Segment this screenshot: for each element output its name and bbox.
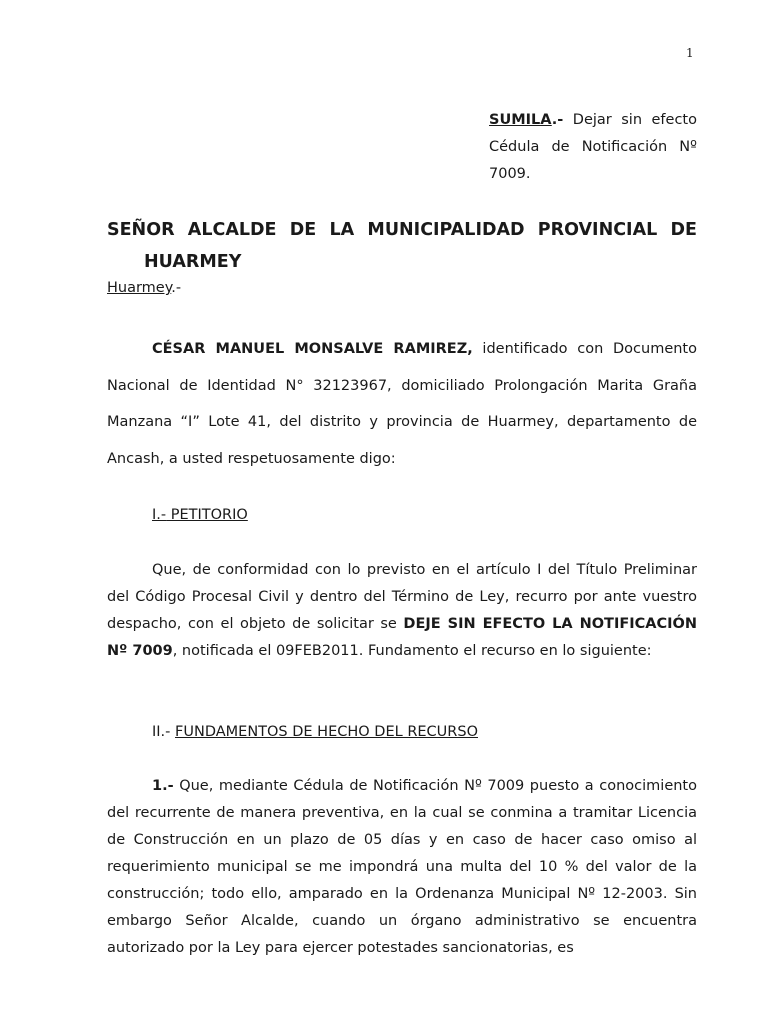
- section-2-heading: [152, 724, 478, 740]
- section-2-number: II.-: [152, 724, 171, 740]
- fundamentos-text: Que, mediante Cédula de Notificación Nº 7009 puesto a conocimiento del recurrente de manera preventiva, en la cual se conmina a tramitar Licencia de Construcción en un plazo de 05 días y en caso de hacer caso omiso al requerimiento municipal se me impondrá una multa del 10 % del valor de la construcción; todo ello, amparado en la Ordenanza Municipal Nº 12-2003. Sin embargo Señor Alcalde, cuando un órgano administrativo se encuentra autorizado por la Ley para ejercer potestades sancionatorias, es: [107, 778, 697, 956]
- petitorio-paragraph: [107, 557, 697, 665]
- addressee-line-1: SEÑOR ALCALDE DE LA MUNICIPALIDAD PROVINCIAL DE: [107, 220, 697, 240]
- addressee-heading: [107, 214, 697, 278]
- intro-paragraph: [107, 331, 697, 477]
- fundamentos-paragraph: [107, 773, 697, 962]
- addressee-line-2: HUARMEY: [144, 252, 242, 272]
- petitorio-text-bold: DEJE SIN EFECTO LA NOTIFICACIÓN Nº 7009: [107, 616, 697, 659]
- place-name: Huarmey: [107, 280, 172, 296]
- section-2-title: FUNDAMENTOS DE HECHO DEL RECURSO: [175, 724, 478, 740]
- section-1-number: I.-: [152, 507, 167, 523]
- sumila-separator: .-: [551, 112, 564, 128]
- sumila-block: [489, 107, 697, 188]
- section-1-heading: [152, 507, 248, 523]
- section-1-title: PETITORIO: [166, 507, 248, 523]
- petitorio-text-before: Que, de conformidad con lo previsto en el artículo I del Título Preliminar del Código Procesal Civil y dentro del Término de Ley, recurro por ante vuestro despacho, con el objeto de solicitar se: [107, 562, 697, 632]
- intro-text: identificado con Documento Nacional de Identidad N° 32123967, domiciliado Prolongación Marita Graña Manzana “I” Lote 41, del distrito y provincia de Huarmey, departamento de Ancash, a usted respetuosamente digo:: [107, 341, 697, 467]
- sumila-text: Dejar sin efecto Cédula de Notificación Nº 7009.: [489, 112, 697, 182]
- petitioner-name: CÉSAR MANUEL MONSALVE RAMIREZ,: [152, 341, 473, 357]
- item-number: 1.-: [152, 778, 174, 794]
- sumila-label: SUMILA: [489, 112, 552, 128]
- petitorio-text-after: , notificada el 09FEB2011. Fundamento el recurso en lo siguiente:: [172, 643, 652, 659]
- place-suffix: .-: [171, 280, 182, 296]
- page-number: 1: [686, 46, 694, 60]
- place-line: [107, 280, 181, 296]
